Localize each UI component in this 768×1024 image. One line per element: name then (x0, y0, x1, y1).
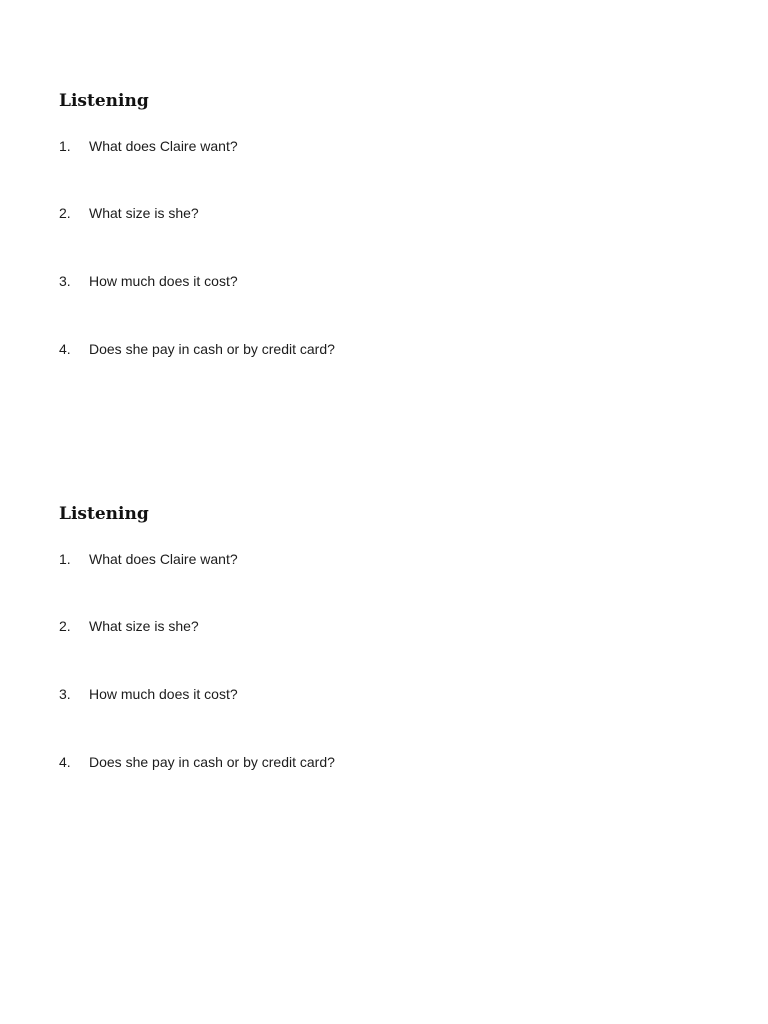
listening-section-2 (59, 503, 699, 770)
question-item (59, 550, 238, 568)
question-item (59, 340, 335, 358)
question-number: 2. (59, 618, 71, 634)
question-item (59, 272, 238, 290)
question-text: What does Claire want? (89, 138, 238, 154)
question-item (59, 685, 238, 703)
section-heading: Listening (59, 91, 149, 111)
question-number: 1. (59, 138, 71, 154)
question-number: 1. (59, 551, 71, 567)
question-item (59, 753, 335, 771)
question-item (59, 137, 238, 155)
question-text: What size is she? (89, 618, 199, 634)
question-item (59, 617, 199, 635)
question-text: How much does it cost? (89, 686, 238, 702)
question-number: 2. (59, 205, 71, 221)
question-item (59, 204, 199, 222)
question-text: What does Claire want? (89, 551, 238, 567)
section-heading: Listening (59, 504, 149, 524)
question-text: Does she pay in cash or by credit card? (89, 341, 335, 357)
question-number: 4. (59, 341, 71, 357)
question-text: Does she pay in cash or by credit card? (89, 754, 335, 770)
question-text: What size is she? (89, 205, 199, 221)
question-number: 4. (59, 754, 71, 770)
question-text: How much does it cost? (89, 273, 238, 289)
question-number: 3. (59, 686, 71, 702)
listening-section-1 (59, 90, 699, 357)
question-number: 3. (59, 273, 71, 289)
